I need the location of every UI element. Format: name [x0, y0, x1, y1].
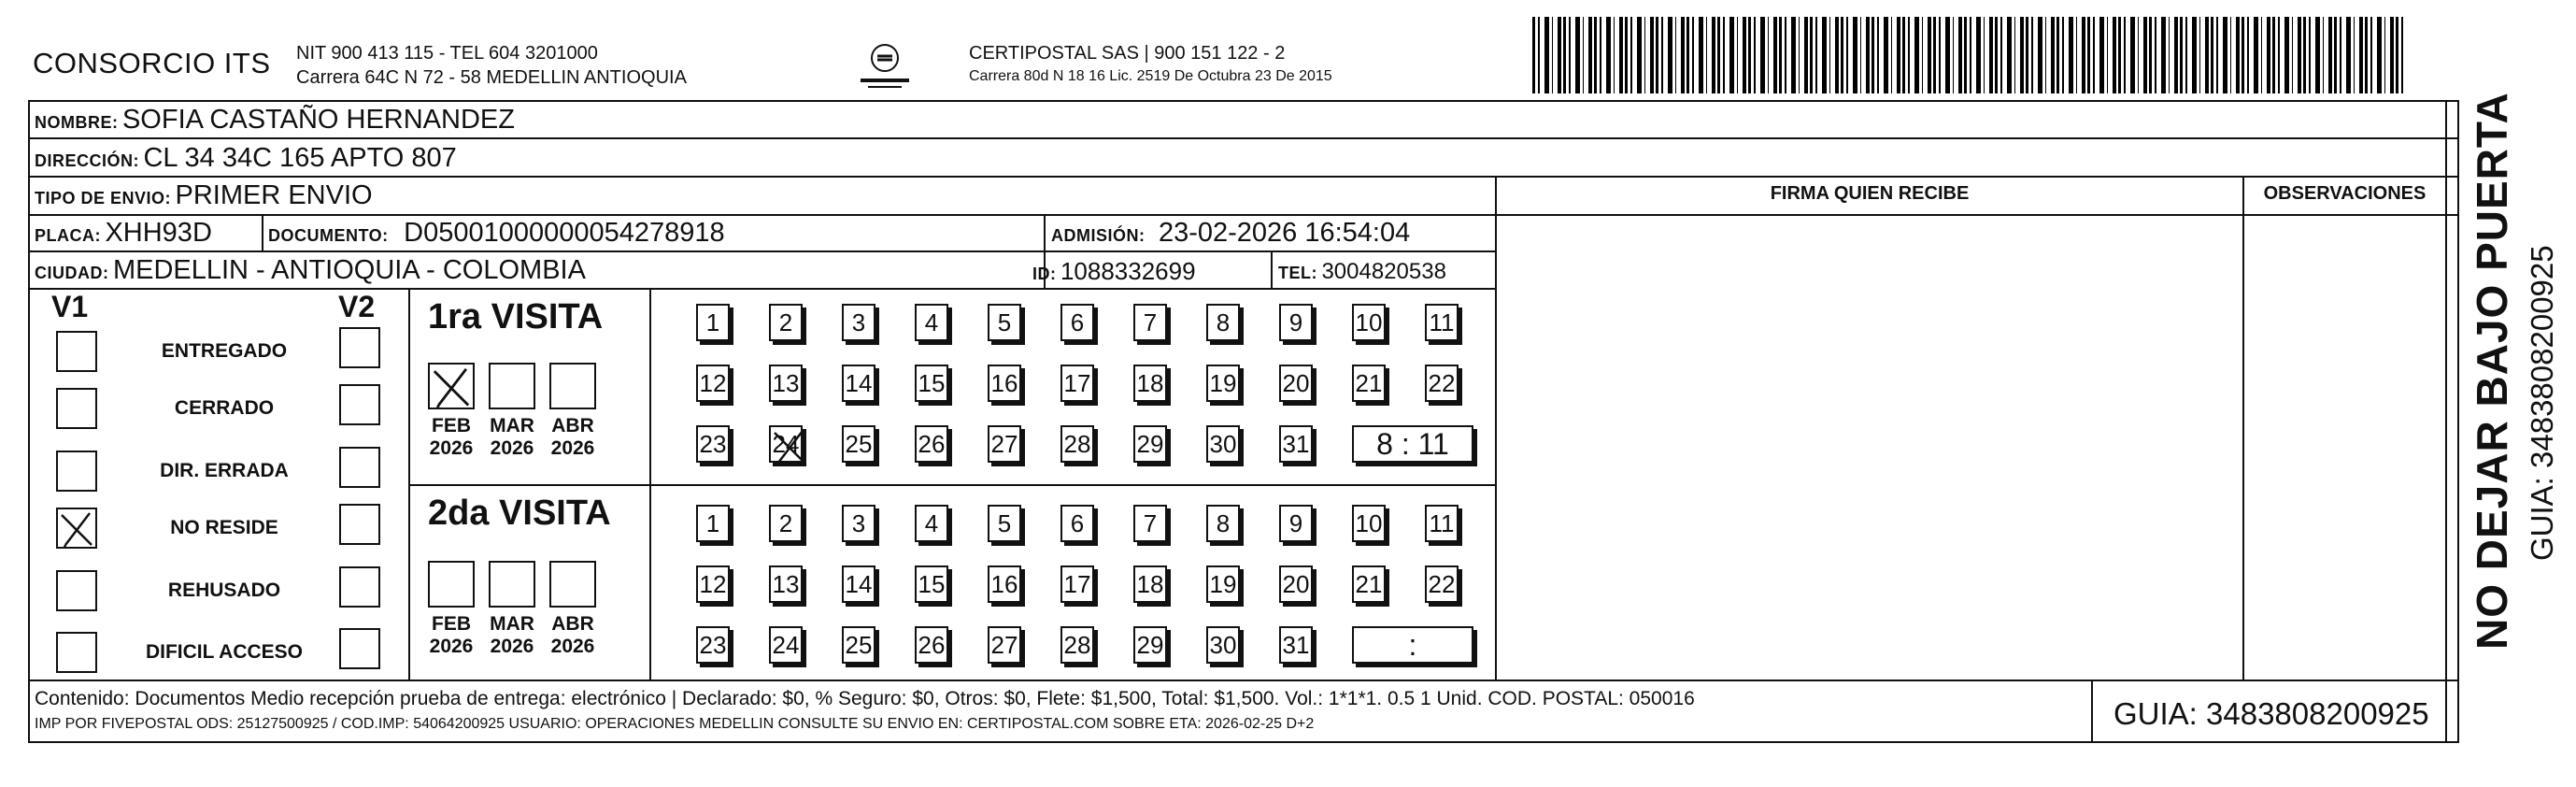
month-checkbox[interactable] [428, 561, 475, 608]
day-box[interactable]: 18 [1133, 565, 1167, 603]
day-box[interactable]: 18 [1133, 365, 1167, 402]
day-box[interactable]: 11 [1425, 505, 1459, 542]
day-box[interactable]: 17 [1060, 565, 1094, 603]
tipo-envio-row [35, 180, 373, 211]
day-box[interactable]: 20 [1279, 565, 1313, 603]
ciudad-field [35, 255, 586, 286]
year-label: 2026 [490, 437, 534, 459]
day-box[interactable]: 13 [769, 565, 803, 603]
tipo-envio-value: PRIMER ENVIO [175, 180, 373, 210]
status-label: REHUSADO [167, 580, 281, 601]
visit1-title: 1ra VISITA [428, 297, 604, 336]
placa-field [35, 218, 212, 249]
placa-value: XHH93D [105, 218, 212, 248]
company-name: CONSORCIO ITS [33, 47, 271, 79]
day-box[interactable]: 11 [1425, 304, 1459, 341]
nombre-row [35, 105, 515, 136]
admision-label: ADMISIÓN: [1051, 226, 1146, 245]
v1-checkbox[interactable] [56, 632, 97, 673]
v1-checkbox[interactable] [56, 451, 97, 492]
month-label: MAR [490, 613, 534, 635]
month-checkbox[interactable] [549, 363, 596, 409]
day-box[interactable]: 6 [1060, 505, 1094, 542]
documento-field [268, 218, 725, 249]
documento-label: DOCUMENTO: [268, 226, 389, 245]
day-box[interactable]: 14 [842, 565, 875, 603]
tipo-envio-label: TIPO DE ENVIO: [35, 189, 172, 207]
time-box[interactable]: : [1352, 626, 1473, 664]
day-box[interactable]: 31 [1279, 626, 1313, 664]
day-box[interactable]: 28 [1060, 425, 1094, 463]
day-box[interactable]: 8 [1206, 505, 1240, 542]
day-box[interactable]: 17 [1060, 365, 1094, 402]
year-label: 2026 [550, 437, 595, 459]
month-checkbox[interactable] [428, 363, 475, 409]
footer-imp: IMP POR FIVEPOSTAL ODS: 25127500925 / COD.IMP: 54064200925 USUARIO: OPERACIONES MEDELLIN CONSULTE SU ENVIO EN: CERTIPOSTAL.COM SOBRE ETA: 2026-02-25 D+2 [35, 716, 1315, 732]
day-box[interactable]: 31 [1279, 425, 1313, 463]
v2-checkbox[interactable] [339, 384, 380, 425]
direccion-row [35, 143, 457, 174]
day-box[interactable]: 10 [1352, 505, 1386, 542]
barcode [1532, 17, 2406, 93]
side-guia: GUIA: 3483808200925 [2525, 245, 2559, 561]
day-box[interactable]: 9 [1279, 505, 1313, 542]
nombre-label: NOMBRE: [35, 113, 119, 132]
direccion-value: CL 34 34C 165 APTO 807 [143, 143, 457, 173]
ciudad-label: CIUDAD: [35, 264, 109, 282]
v2-checkbox[interactable] [339, 504, 380, 545]
month-label: FEB [432, 613, 471, 635]
tel-label: TEL: [1278, 264, 1317, 282]
v1-checkbox[interactable] [56, 570, 97, 611]
day-box[interactable]: 21 [1352, 365, 1386, 402]
v1-header: V1 [51, 290, 89, 323]
day-box[interactable]: 29 [1133, 626, 1167, 664]
v1-checkbox[interactable] [56, 388, 97, 429]
day-box[interactable]: 22 [1425, 365, 1459, 402]
time-box[interactable]: 8 : 11 [1352, 425, 1473, 463]
admision-field [1051, 218, 1410, 249]
day-box[interactable]: 6 [1060, 304, 1094, 341]
v2-checkbox[interactable] [339, 628, 380, 669]
direccion-label: DIRECCIÓN: [35, 151, 139, 170]
day-box[interactable]: 15 [915, 365, 948, 402]
day-box[interactable]: 5 [988, 304, 1021, 341]
v2-checkbox[interactable] [339, 327, 380, 368]
id-label: ID: [1032, 265, 1057, 283]
firma-header: FIRMA QUIEN RECIBE [1770, 183, 1970, 204]
day-box[interactable]: 1 [696, 505, 730, 542]
footer-content: Contenido: Documentos Medio recepción prueba de entrega: electrónico | Declarado: $0, % Seguro: $0, Otros: $0, Flete: $1,500, Total: $1,500. Vol.: 1*1*1. 0.5 1 Unid. COD. POSTAL: 050016 [35, 688, 1695, 709]
day-box[interactable]: 25 [842, 425, 875, 463]
day-box[interactable]: 22 [1425, 565, 1459, 603]
day-box[interactable]: 3 [842, 505, 875, 542]
day-box[interactable]: 24 [769, 626, 803, 664]
company-address: Carrera 64C N 72 - 58 MEDELLIN ANTIOQUIA [296, 67, 687, 88]
status-label: NO RESIDE [170, 517, 278, 538]
tel-field [1278, 259, 1446, 285]
id-field [1032, 257, 1196, 286]
v2-checkbox[interactable] [339, 447, 380, 488]
carrier-name: CERTIPOSTAL SAS | 900 151 122 - 2 [969, 43, 1286, 64]
day-number: 24 [772, 430, 800, 458]
day-box[interactable]: 19 [1206, 365, 1240, 402]
carrier-address: Carrera 80d N 18 16 Lic. 2519 De Octubra 23 De 2015 [969, 68, 1332, 84]
day-box[interactable]: 23 [696, 626, 730, 664]
certipostal-logo [857, 37, 913, 93]
day-box[interactable]: 10 [1352, 304, 1386, 341]
day-box[interactable]: 2 [769, 304, 803, 341]
day-box[interactable]: 12 [696, 365, 730, 402]
day-box[interactable]: 7 [1133, 304, 1167, 341]
side-notice: NO DEJAR BAJO PUERTA [2468, 92, 2516, 650]
day-box[interactable]: 29 [1133, 425, 1167, 463]
id-value: 1088332699 [1060, 257, 1196, 285]
day-box[interactable]: 30 [1206, 425, 1240, 463]
month-label: FEB [432, 415, 471, 436]
visit2-title: 2da VISITA [428, 494, 611, 533]
day-box[interactable]: 7 [1133, 505, 1167, 542]
status-label: DIFICIL ACCESO [145, 641, 303, 663]
month-checkbox[interactable] [489, 363, 535, 409]
documento-value: D05001000000054278918 [404, 218, 725, 248]
day-box[interactable]: 3 [842, 304, 875, 341]
day-box[interactable]: 26 [915, 626, 948, 664]
day-box[interactable]: 25 [842, 626, 875, 664]
day-box[interactable]: 9 [1279, 304, 1313, 341]
nombre-value: SOFIA CASTAÑO HERNANDEZ [121, 105, 515, 135]
day-box[interactable]: 20 [1279, 365, 1313, 402]
month-label: MAR [490, 415, 534, 436]
day-box[interactable]: 27 [988, 626, 1021, 664]
day-box[interactable]: 4 [915, 304, 948, 341]
day-box[interactable]: 26 [915, 425, 948, 463]
month-checkbox[interactable] [549, 561, 596, 608]
day-box[interactable]: 8 [1206, 304, 1240, 341]
v1-checkbox[interactable] [56, 508, 97, 549]
observaciones-header: OBSERVACIONES [2263, 183, 2427, 204]
day-box[interactable]: 14 [842, 365, 875, 402]
day-box[interactable]: 2 [769, 505, 803, 542]
month-checkbox[interactable] [489, 561, 535, 608]
ciudad-value: MEDELLIN - ANTIOQUIA - COLOMBIA [112, 255, 586, 285]
day-box[interactable]: 4 [915, 505, 948, 542]
v2-checkbox[interactable] [339, 566, 380, 608]
day-box[interactable] [769, 425, 803, 463]
day-box[interactable]: 19 [1206, 565, 1240, 603]
v1-checkbox[interactable] [56, 331, 97, 372]
v2-header: V2 [338, 290, 376, 323]
tel-value: 3004820538 [1321, 259, 1446, 284]
day-box[interactable]: 1 [696, 304, 730, 341]
day-box[interactable]: 5 [988, 505, 1021, 542]
day-box[interactable]: 21 [1352, 565, 1386, 603]
footer-guia: GUIA: 3483808200925 [2113, 696, 2429, 731]
day-box[interactable]: 28 [1060, 626, 1094, 664]
company-nit-tel: NIT 900 413 115 - TEL 604 3201000 [296, 43, 598, 64]
month-label: ABR [551, 415, 594, 436]
day-box[interactable]: 27 [988, 425, 1021, 463]
year-label: 2026 [429, 437, 474, 459]
day-box[interactable]: 23 [696, 425, 730, 463]
day-box[interactable]: 16 [988, 565, 1021, 603]
placa-label: PLACA: [35, 226, 101, 245]
status-label: DIR. ERRADA [160, 460, 289, 481]
signature-area[interactable] [1497, 288, 2242, 679]
year-label: 2026 [490, 636, 534, 657]
observations-area[interactable] [2244, 214, 2445, 679]
status-label: ENTREGADO [161, 340, 288, 362]
day-box[interactable]: 13 [769, 365, 803, 402]
year-label: 2026 [550, 636, 595, 657]
day-box[interactable]: 12 [696, 565, 730, 603]
month-label: ABR [551, 613, 594, 635]
day-box[interactable]: 16 [988, 365, 1021, 402]
status-label: CERRADO [174, 397, 275, 419]
admision-value: 23-02-2026 16:54:04 [1158, 218, 1411, 248]
day-box[interactable]: 15 [915, 565, 948, 603]
day-box[interactable]: 30 [1206, 626, 1240, 664]
year-label: 2026 [429, 636, 474, 657]
